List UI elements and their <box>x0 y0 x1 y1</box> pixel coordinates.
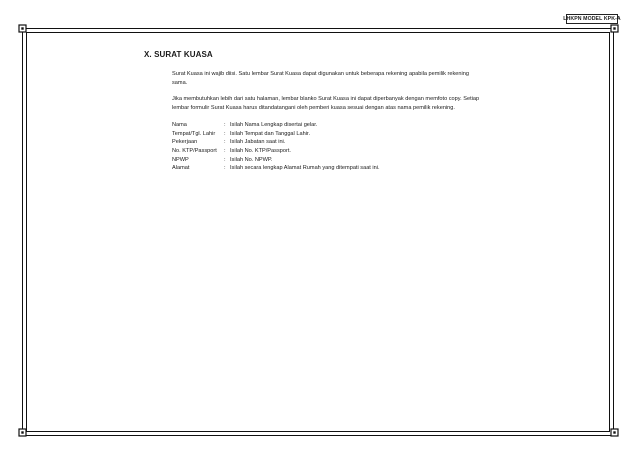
field-description: Isilah Tempat dan Tanggal Lahir. <box>230 130 311 137</box>
corner-ornament-top-left <box>18 24 27 33</box>
field-term: No. KTP/Passport <box>172 147 217 154</box>
field-description: Isilah No. KTP/Passport. <box>230 147 291 154</box>
field-term: Tempat/Tgl. Lahir <box>172 130 216 137</box>
field-description: Isilah secara lengkap Alamat Rumah yang ditempati saat ini. <box>230 165 380 172</box>
section-title: X. SURAT KUASA <box>144 50 213 59</box>
field-description: Isilah Nama Lengkap disertai gelar. <box>230 121 318 128</box>
section-content <box>144 50 484 173</box>
field-definition-row <box>172 147 380 156</box>
corner-ornament-bottom-right <box>610 428 619 437</box>
field-term: Nama <box>172 121 187 128</box>
field-definition-row <box>172 121 380 130</box>
field-separator: : <box>224 139 226 146</box>
field-definition-list <box>172 121 380 173</box>
form-code-label: LHKPN MODEL KPK-A <box>563 16 621 22</box>
field-definition-row <box>172 138 380 147</box>
field-separator: : <box>224 130 226 137</box>
field-definition-row <box>172 164 380 173</box>
field-term: Alamat <box>172 165 190 172</box>
field-description: Isilah No. NPWP. <box>230 156 273 163</box>
field-separator: : <box>224 147 226 154</box>
field-definition-row <box>172 130 380 139</box>
section-body <box>172 70 484 173</box>
instruction-paragraph: Surat Kuasa ini wajib diisi. Satu lembar Surat Kuasa dapat digunakan untuk beberapa rekening apabila pemilik rekening sama. <box>172 71 469 86</box>
field-description: Isilah Jabatan saat ini. <box>230 139 286 146</box>
corner-ornament-bottom-left <box>18 428 27 437</box>
corner-ornament-top-right <box>610 24 619 33</box>
field-term: Pekerjaan <box>172 139 198 146</box>
field-separator: : <box>224 165 226 172</box>
instruction-paragraph: Jika membutuhkan lebih dari satu halaman, lembar blanko Surat Kuasa ini dapat diperbanyak dengan memfoto copy. Setiap lembar formulir Surat Kuasa harus ditandatangani oleh pemberi kuasa sesuai dengan atas nama pemilik rekening. <box>172 96 480 112</box>
field-separator: : <box>224 121 226 128</box>
field-term: NPWP <box>172 156 189 163</box>
field-separator: : <box>224 156 226 163</box>
field-definition-row <box>172 156 380 165</box>
